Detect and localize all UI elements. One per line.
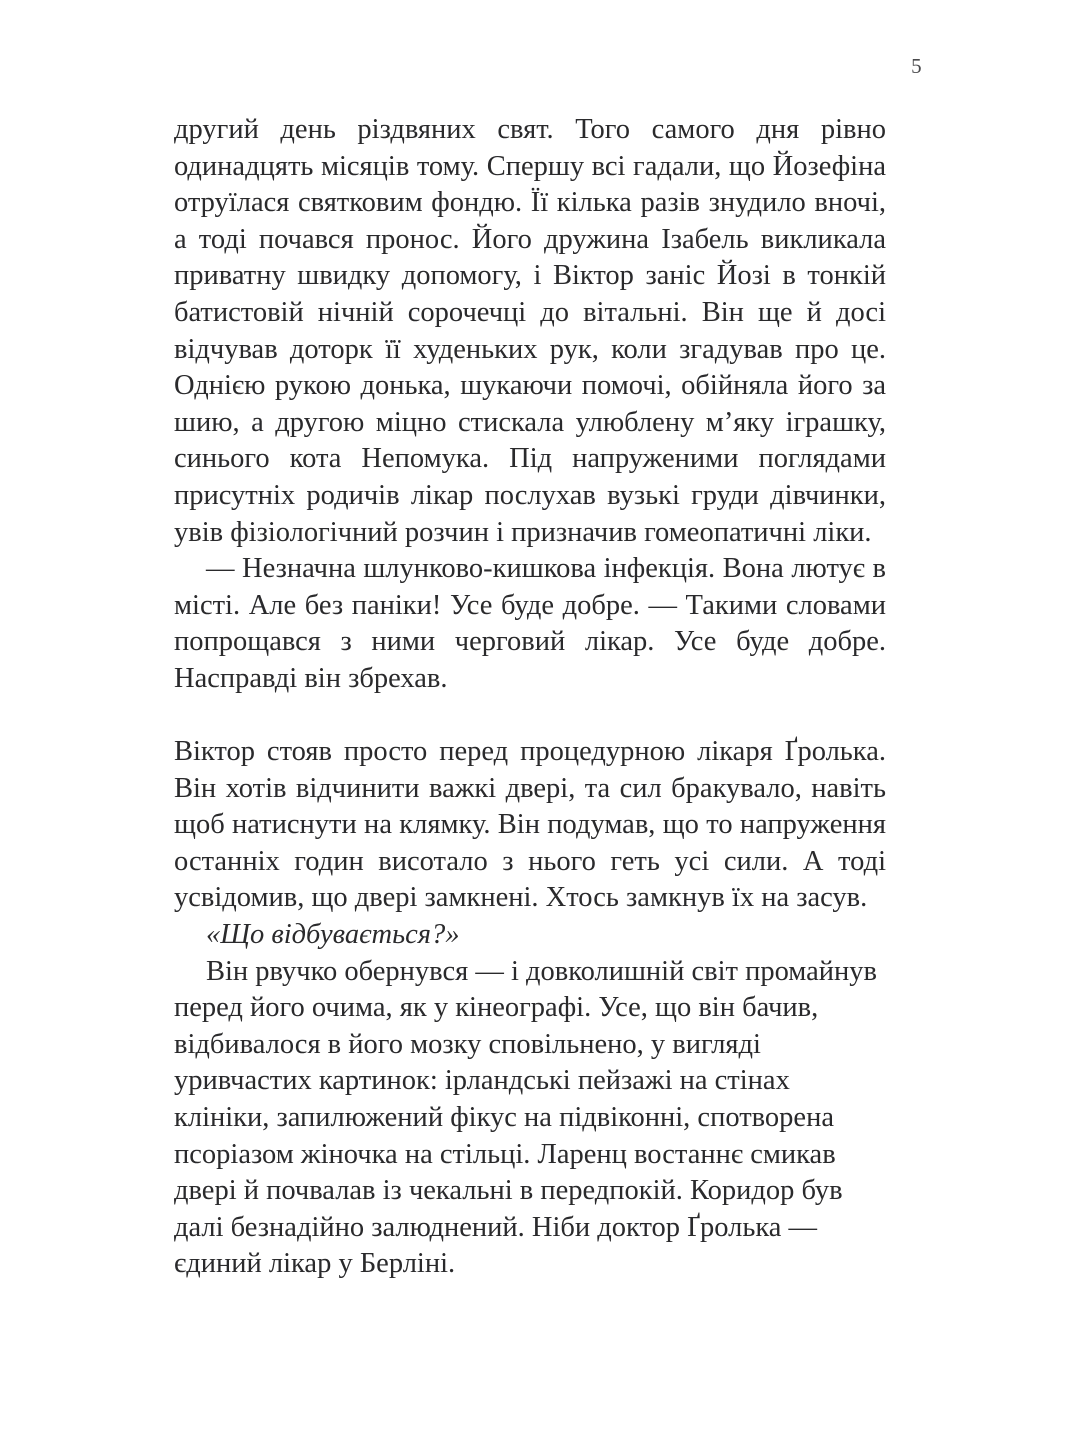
paragraph-turned-around: Він рвучко обернувся — і довколишній світ промайнув перед його очима, як у кінеографі. Усе, що він бачив, відбивалося в його мозку сповільнено, у вигляді уривчастих картинок: ірландські пейзажі на стінах клініки, запилюжений фікус на підвіконні, спотворена псоріазом жіночка на стільці. Ларенц востаннє смикав двері й почвалав із чекальні в передпокій. Коридор був далі безнадійно залюднений. Ніби доктор Ґролька — єдиний лікар у Берліні. — [174, 955, 877, 1280]
paragraph-viktor-door: Віктор стояв просто перед процедурною лікаря Ґролька. Він хотів відчинити важкі двері, та сил бракувало, навіть щоб натиснути на клямку. Він подумав, що то напруження останніх годин висотало з нього геть усі сили. А тоді усвідомив, що двері замкнені. Хтось замкнув їх на засув. — [174, 736, 886, 914]
paragraph-block-separator — [174, 698, 886, 735]
page-number: 5 — [911, 54, 922, 78]
paragraph-dialogue-doctor: — Незначна шлунково-кишкова інфекція. Вона лютує в місті. Але без паніки! Усе буде добре. — Такими словами попрощався з ними черговий лікар. Усе буде добре. Насправді він збрехав. — [174, 553, 886, 694]
body-text-column — [174, 112, 886, 1283]
paragraph-inner-thought: «Що відбувається?» — [206, 919, 460, 951]
paragraph-continued-opening: другий день різдвяних свят. Того самого дня рівно одинадцять місяців тому. Спершу всі гадали, що Йозефіна отруїлася святковим фондю. Її кілька разів знудило вночі, а тоді почався пронос. Його дружина Ізабель викликала приватну швидку допомогу, і Віктор заніс Йозі в тонкій батистовій нічній сорочечці до вітальні. Він ще й досі відчував доторк її худеньких рук, коли згадував про це. Однією рукою донька, шукаючи помочі, обійняла його за шию, а другою міцно стискала улюблену м’яку іграшку, синього кота Непомука. Під напруженими поглядами присутніх родичів лікар послухав вузькі груди дівчинки, увів фізіологічний розчин і призначив гомеопатичні ліки. — [174, 114, 886, 548]
